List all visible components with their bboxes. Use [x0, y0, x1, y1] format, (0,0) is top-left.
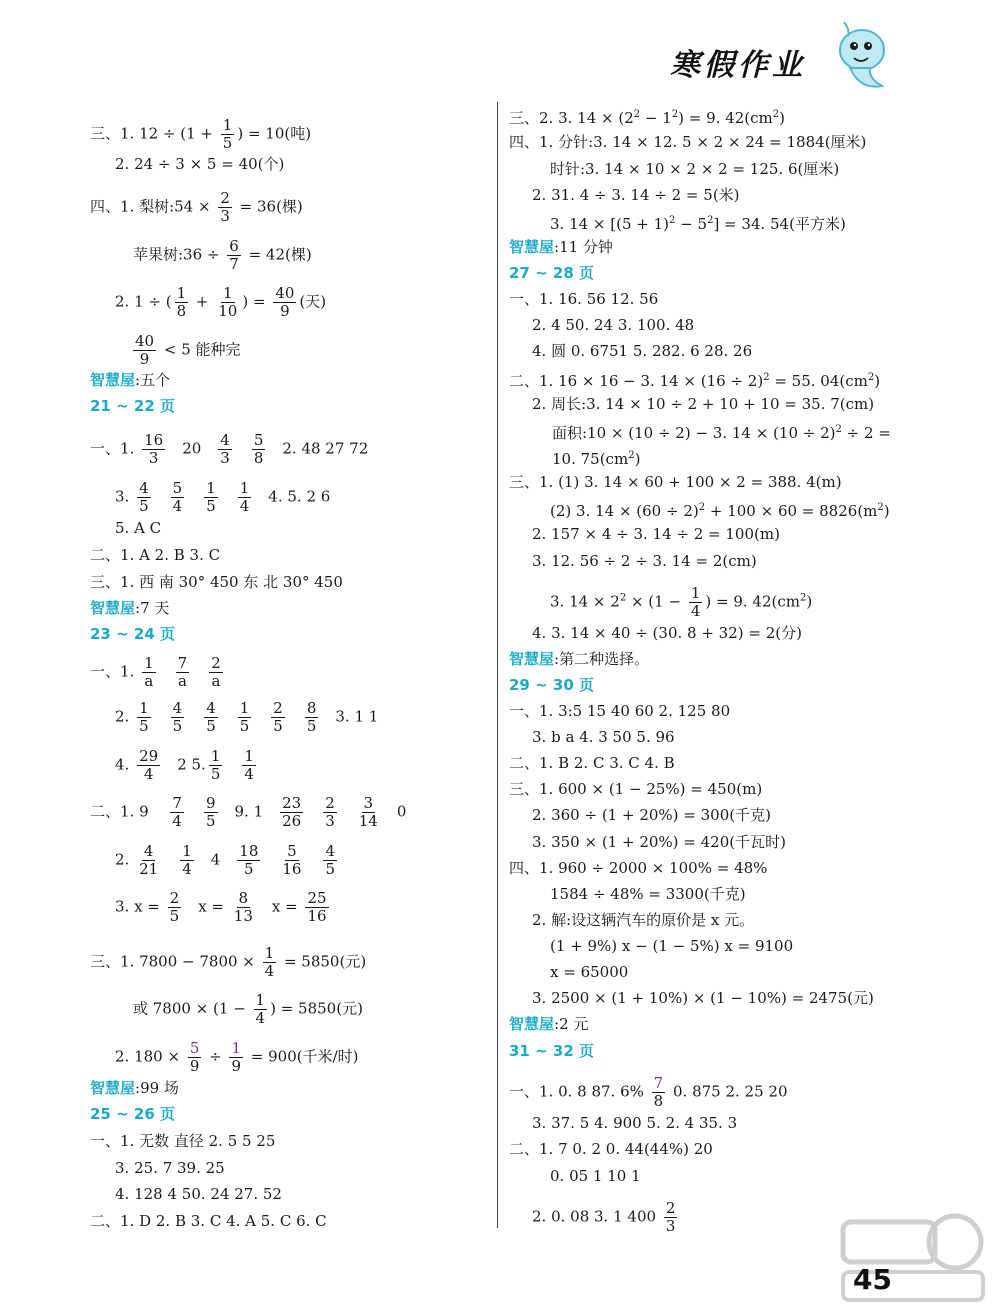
wisdom-house-line: 智慧屋:7 天 — [90, 599, 170, 617]
answer-line: 四、1. 分针:3. 14 × 12. 5 × 2 × 24 = 1884(厘米) — [509, 133, 867, 151]
answer-line: 3. 12. 56 ÷ 2 ÷ 3. 14 = 2(cm) — [532, 552, 757, 570]
answer-line: 2. $\frac{1}{5}$ $\frac{4}{5}$ $\frac{4}{5}$ $\frac{1}{5}$ $\frac{2}{5}$ $\frac{8}{5}$ 3. 1 1 — [115, 699, 379, 735]
answer-line: 4. $\frac{29}{4}$ 2 5. $\frac{1}{5}$ $\frac{1}{4}$ — [115, 747, 254, 783]
answer-line: 面积:10 × (10 ÷ 2) − 3. $14 \times (10 \div 2)^2 \div 2$ = — [552, 424, 891, 442]
header-title: 寒假作业 — [670, 48, 806, 83]
answer-line: 三、2. 3. $14 \times (2^2 - 1^2) = 9$. $42(cm^2)$ — [509, 109, 785, 127]
answer-line: 3. 37. 5 4. 900 5. 2. 4 35. 3 — [532, 1114, 738, 1132]
answer-line: 2. $\frac{4}{21}$ $\frac{1}{4}$ 4 $\frac{18}{5}$ $\frac{5}{16}$ $\frac{4}{5}$ — [115, 842, 336, 878]
answer-line: 3. $14 \times 2^2 \times (1$ − $\frac{1}{4}$ ) = 9. $42(cm^2)$ — [550, 584, 813, 620]
fraction: $\frac{5}{16}$ — [282, 842, 302, 878]
answer-line: 一、1. 16. 56 12. 56 — [509, 290, 659, 308]
answer-line: 4. 3. 14 × 40 ÷ (30. 8 + 32) = 2(分) — [532, 624, 802, 642]
fraction: $\frac{3}{14}$ — [358, 794, 378, 830]
fraction: $\frac{2}{3}$ — [325, 794, 335, 830]
fraction: $\frac{9}{5}$ — [205, 794, 216, 830]
answer-line: 2. 解:设这辆汽车的原价是 x 元。 — [532, 911, 755, 929]
answer-line: 2. 31. 4 ÷ 3. 14 ÷ 2 = 5(米) — [532, 186, 740, 204]
wisdom-house-line: 智慧屋:2 元 — [509, 1015, 589, 1033]
section-heading: 27 ~ 28 页 — [509, 264, 594, 282]
answer-line: $\frac{40}{9}$ < 5 能种完 — [135, 332, 241, 368]
answer-line: 0. 05 1 10 1 — [550, 1167, 641, 1185]
section-heading: 29 ~ 30 页 — [509, 676, 594, 694]
answer-line: 一、1. $\frac{1}{a}$ $\frac{7}{a}$ $\frac{2}{a}$ — [90, 654, 221, 690]
answer-line: 3. b a 4. 3 50 5. 96 — [532, 728, 675, 746]
answer-line: 2. 157 × 4 ÷ 3. 14 ÷ 2 = 100(m) — [532, 525, 780, 543]
answer-line: 时针:3. 14 × 10 × 2 × 2 = 125. 6(厘米) — [550, 160, 840, 178]
answer-line: 2. 360 ÷ (1 + 20%) = 300(千克) — [532, 806, 771, 824]
column-divider — [497, 102, 498, 1228]
answer-line: 3. 2500 × (1 + 10%) × (1 − 10%) = 2475(元) — [532, 989, 874, 1007]
answer-line: 2. 1 ÷ ( $\frac{1}{8}$ + $\frac{1}{10}$ ) = $\frac{40}{9}$ (天) — [115, 284, 327, 320]
answer-line: 一、1. 无数 直径 2. 5 5 25 — [90, 1132, 276, 1150]
fraction: $\frac{4}{5}$ — [206, 699, 216, 735]
answer-line: (1 + 9%) x − (1 − 5%) x = 9100 — [550, 937, 794, 955]
answer-line: 一、1. 3:5 15 40 60 2. 125 80 — [509, 702, 731, 720]
answer-line: 四、1. 960 ÷ 2000 × 100% = 48% — [509, 859, 768, 877]
answer-line: 二、1. D 2. B 3. C 4. A 5. C 6. C — [90, 1212, 327, 1230]
answer-line: 一、1. 0. 8 87. 6% $\frac{7}{8}$ 0. 875 2. 25 20 — [509, 1074, 788, 1110]
answer-line: 二、1. 9 $\frac{7}{4}$ $\frac{9}{5}$ 9. 1 $\frac{23}{26}$ $\frac{2}{3}$ $\frac{3}{14}$ 0 — [90, 794, 407, 830]
fraction: $\frac{1}{5}$ — [139, 699, 149, 735]
fraction: $\frac{1}{4}$ — [182, 842, 192, 878]
answer-line: 一、1. $\frac{16}{3}$ 20 $\frac{4}{3}$ $\frac{5}{8}$ 2. 48 27 72 — [90, 431, 369, 467]
answer-line: 3. $14 \times [(5 + 1)^2 - 5^2] = 34$. 54(平方米) — [550, 215, 846, 233]
answer-line: 4. 圆 0. 6751 5. 282. 6 28. 26 — [532, 342, 753, 360]
answer-line: 二、1. A 2. B 3. C — [90, 546, 221, 564]
answer-line: 四、1. 梨树:54 × $\frac{2}{3}$ = 36(棵) — [90, 189, 303, 225]
fraction: $\frac{2}{5}$ — [273, 699, 283, 735]
answer-line: 三、1. 7800 − 7800 × $\frac{1}{4}$ = 5850(元) — [90, 944, 367, 980]
answer-line: 二、1. B 2. C 3. C 4. B — [509, 754, 675, 772]
answer-line: 三、1. (1) 3. 14 × 60 + 100 × 2 = 388. 4(m) — [509, 473, 842, 491]
fraction: $\frac{1}{5}$ — [239, 699, 250, 735]
section-heading: 25 ~ 26 页 — [90, 1105, 175, 1123]
fraction: $\frac{7}{4}$ — [172, 794, 182, 830]
wisdom-house-line: 智慧屋:五个 — [90, 371, 171, 389]
answer-line: 2. 180 × $\frac{5}{9}$ ÷ $\frac{1}{9}$ = 900(千米/时) — [115, 1039, 359, 1075]
fraction: $\frac{4}{5}$ — [325, 842, 336, 878]
answer-line: 或 7800 × (1 − $\frac{1}{4}$ ) = 5850(元) — [133, 991, 363, 1027]
answer-line: (2) 3. $14 \times (60 \div 2)^2 + 100 \times 60 = 8826(m^2)$ — [550, 502, 890, 520]
answer-line: 2. 4 50. 24 3. 100. 48 — [532, 316, 695, 334]
answer-line: 4. 128 4 50. 24 27. 52 — [115, 1185, 282, 1203]
answer-line: 2. 24 ÷ 3 × 5 = 40(个) — [115, 155, 285, 173]
fraction: $\frac{4}{21}$ — [139, 842, 159, 878]
section-heading: 23 ~ 24 页 — [90, 625, 175, 643]
answer-line: 3. 350 × (1 + 20%) = 420(千瓦时) — [532, 833, 786, 851]
answer-line: 3. $\frac{4}{5}$ $\frac{5}{4}$ $\frac{1}{5}$ $\frac{1}{4}$ 4. 5. 2 6 — [115, 479, 331, 515]
section-heading: 31 ~ 32 页 — [509, 1042, 594, 1060]
page-number: 45 — [853, 1263, 892, 1296]
answer-line: 三、1. 12 ÷ (1 + $\frac{1}{5}$ ) = 10(吨) — [90, 116, 312, 152]
answer-line: 三、1. 600 × (1 − 25%) = 450(m) — [509, 780, 763, 798]
wisdom-house-line: 智慧屋:99 场 — [90, 1079, 179, 1097]
answer-line: 苹果树:36 ÷ $\frac{6}{7}$ = 42(棵) — [133, 237, 312, 273]
section-heading: 21 ~ 22 页 — [90, 397, 175, 415]
answer-line: 10. $75(cm^2)$ — [552, 450, 641, 468]
fraction: $\frac{18}{5}$ — [239, 842, 259, 878]
wisdom-house-line: 智慧屋:第二种选择。 — [509, 650, 650, 668]
fraction: $\frac{23}{26}$ — [282, 794, 302, 830]
fraction: $\frac{8}{5}$ — [306, 699, 317, 735]
answer-line: x = 65000 — [550, 963, 629, 981]
wisdom-house-line: 智慧屋:11 分钟 — [509, 238, 613, 256]
answer-line: 二、1. 7 0. 2 0. 44(44%) 20 — [509, 1140, 713, 1158]
answer-line: 5. A C — [115, 519, 162, 537]
answer-line: 3. x = $\frac{2}{5}$ x = $\frac{8}{13}$ x = $\frac{25}{16}$ — [115, 889, 327, 925]
answer-line: 1584 ÷ 48% = 3300(千克) — [550, 885, 746, 903]
dolphin-mascot-icon — [836, 16, 890, 96]
fraction: $\frac{4}{5}$ — [172, 699, 183, 735]
answer-line: 3. 25. 7 39. 25 — [115, 1159, 225, 1177]
answer-line: 2. 周长:3. 14 × 10 ÷ 2 + 10 + 10 = 35. 7(cm) — [532, 395, 875, 413]
answer-line: 三、1. 西 南 30° 450 东 北 30° 450 — [90, 573, 343, 591]
answer-line: 二、1. 16 × 16 − 3. $14 \times (16 \div 2)^2 = 55$. $04(cm^2)$ — [509, 372, 881, 390]
answer-line: 2. 0. 08 3. 1 400 $\frac{2}{3}$ — [532, 1199, 676, 1235]
